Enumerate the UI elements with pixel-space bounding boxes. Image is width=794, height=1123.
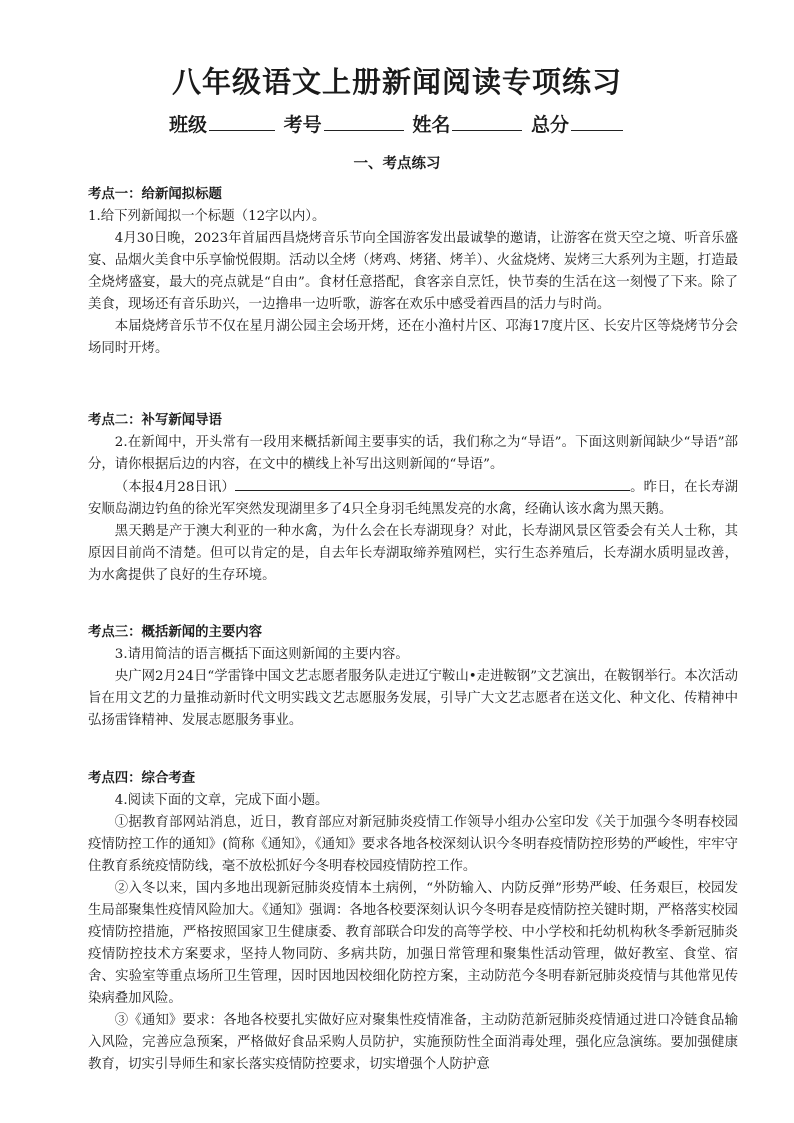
number-label: 考号 [283, 114, 322, 136]
kp2-lead [88, 476, 738, 521]
number-blank [324, 112, 404, 131]
student-info-line [0, 110, 794, 137]
kp1-para2: 本届烧烤音乐节不仅在星月湖公园主会场开烤，还在小渔村片区、邛海17度片区、长安片区等烧烤节分会场同时开烤。 [88, 319, 738, 356]
score-label: 总分 [530, 114, 569, 136]
section-title: 一、考点练习 [353, 156, 441, 172]
kp2-question: 2.在新闻中，开头常有一段用来概括新闻主要事实的话，我们称之为“导语”。下面这则新闻缺少“导语”部分，请你根据后边的内容，在文中的横线上补写出这则新闻的“导语”。 [88, 435, 738, 472]
kp4-para1: ①据教育部网站消息，近日，教育部应对新冠肺炎疫情工作领导小组办公室印发《关于加强今冬明春校园疫情防控工作的通知》(简称《通知》，《通知》要求各地各校深刻认识今冬明春疫情防控形势的严峻性，牢牢守住教育系统疫情防线，毫不放松抓好今冬明春校园疫情防控工作。 [88, 815, 738, 874]
lead-answer-blank[interactable] [235, 476, 630, 491]
kp2-para2: 黑天鹅是产于澳大利亚的一种水禽，为什么会在长寿湖现身？对此，长寿湖风景区管委会有关人士称，其原因目前尚不清楚。但可以肯定的是，自去年长寿湖取缔养殖网栏，实行生态养殖后，长寿湖水质明显改善，为水禽提供了良好的生存环境。 [88, 524, 738, 583]
kp4-para3: ③《通知》要求：各地各校要扎实做好应对聚集性疫情准备，主动防范新冠肺炎疫情通过进口冷链食品输入风险，完善应急预案，严格做好食品采购人员防护，实施预防性全面消毒处理，强化应急演练。要加强健康教育，切实引导师生和家长落实疫情防控要求，切实增强个人防护意 [88, 1013, 738, 1072]
kp4-question: 4.阅读下面的文章，完成下面小题。 [114, 793, 329, 808]
kp1-question: 1.给下列新闻拟一个标题（12字以内）。 [88, 209, 326, 224]
class-label: 班级 [169, 114, 208, 136]
kp2-block [88, 410, 738, 587]
kp3-para1: 央广网2月24日“学雷锋中国文艺志愿者服务队走进辽宁鞍山•走进鞍钢”文艺演出，在鞍钢举行。本次活动旨在用文艺的力量推动新时代文明实践文艺志愿服务发展，引导广大文艺志愿者在送文化、种文化、传精神中弘扬雷锋精神、发展志愿服务事业。 [88, 669, 738, 728]
kp4-block [88, 768, 738, 1076]
kp2-lead-prefix: （本报4月28日讯） [114, 480, 236, 495]
kp1-block [88, 184, 738, 360]
kp1-heading: 考点一：给新闻拟标题 [88, 187, 222, 202]
kp3-question: 3.请用简洁的语言概括下面这则新闻的主要内容。 [114, 647, 409, 662]
name-blank [452, 112, 522, 131]
kp3-block [88, 622, 738, 732]
kp4-heading: 考点四：综合考查 [88, 771, 196, 786]
kp2-lead-suffix: 。昨日，在长寿湖安顺岛湖边钓鱼的徐光军突然发现湖里多了4只全身羽毛纯黑发亮的水禽，经确认该水禽为黑天鹅。 [88, 480, 739, 517]
name-label: 姓名 [412, 114, 451, 136]
kp3-heading: 考点三：概括新闻的主要内容 [88, 625, 263, 640]
kp1-para1: 4月30日晚，2023年首届西昌烧烤音乐节向全国游客发出最诚挚的邀请，让游客在赏天空之境、听音乐盛宴、品烟火美食中乐享愉悦假期。活动以全烤（烤鸡、烤猪、烤羊）、火盆烧烤、炭烤三大系列为主题，打造最全烧烤盛宴，最大的亮点就是“自由”。食材任意搭配，食客亲自烹饪，快节奏的生活在这一刻慢了下来。除了美食，现场还有音乐助兴，一边撸串一边听歌，游客在欢乐中感受着西昌的活力与时尚。 [88, 231, 738, 312]
kp4-para2: ②入冬以来，国内多地出现新冠肺炎疫情本土病例，“外防输入、内防反弹”形势严峻、任务艰巨，校园发生局部聚集性疫情风险加大。《通知》强调：各地各校要深刻认识今冬明春是疫情防控关键时期，严格落实校园疫情防控措施，严格按照国家卫生健康委、教育部联合印发的高等学校、中小学校和托幼机构秋冬季新冠肺炎疫情防控技术方案要求，坚持人物同防、多病共防，加强日常管理和聚集性活动管理，做好教室、食堂、宿舍、实验室等重点场所卫生管理，因时因地因校细化防控方案，主动防范今冬明春新冠肺炎疫情与其他常见传染病叠加风险。 [88, 881, 738, 1006]
class-blank [209, 112, 275, 131]
kp2-heading: 考点二：补写新闻导语 [88, 413, 222, 428]
page-title: 八年级语文上册新闻阅读专项练习 [171, 65, 622, 99]
score-blank [571, 112, 623, 131]
